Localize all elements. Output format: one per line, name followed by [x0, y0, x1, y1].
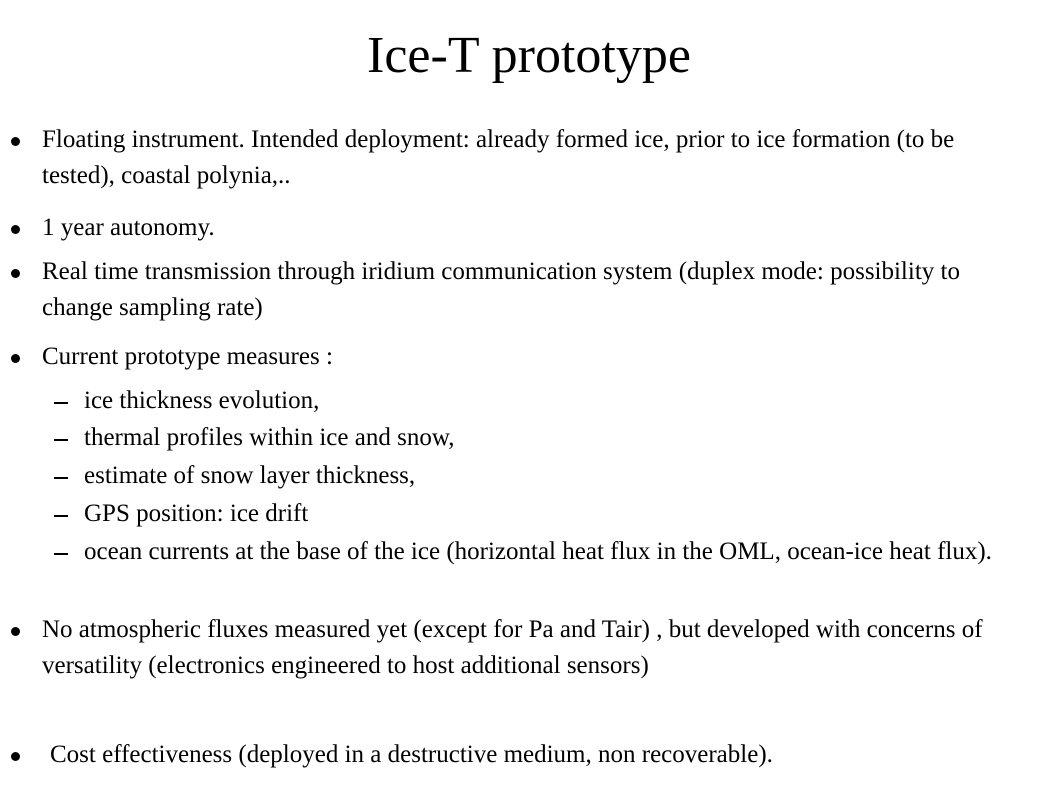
sub-bullet-ice-thickness: ice thickness evolution,: [84, 383, 1024, 419]
bullet-item-autonomy: 1 year autonomy.: [42, 210, 1032, 246]
bullet-item-deployment: Floating instrument. Intended deployment: already formed ice, prior to ice formation (to be tested), coastal polynia,..: [42, 122, 1032, 194]
bullet-item-transmission: Real time transmission through iridium communication system (duplex mode: possibility to change sampling rate): [42, 254, 1032, 326]
bullet-item-measures: Current prototype measures :: [42, 339, 1032, 375]
sub-bullet-thermal-profiles: thermal profiles within ice and snow,: [84, 420, 1024, 456]
bullet-item-cost-effectiveness: Cost effectiveness (deployed in a destructive medium, non recoverable).: [42, 737, 1040, 773]
sub-bullet-ocean-currents: ocean currents at the base of the ice (horizontal heat flux in the OML, ocean-ice heat flux).: [84, 534, 1024, 570]
bullet-item-atmospheric-fluxes: No atmospheric fluxes measured yet (except for Pa and Tair) , but developed with concerns of versatility (electronics engineered to host additional sensors): [42, 612, 1032, 684]
slide-title: Ice-T prototype: [367, 27, 691, 84]
sub-bullet-snow-layer: estimate of snow layer thickness,: [84, 458, 1024, 494]
sub-bullet-gps-position: GPS position: ice drift: [84, 496, 1024, 532]
